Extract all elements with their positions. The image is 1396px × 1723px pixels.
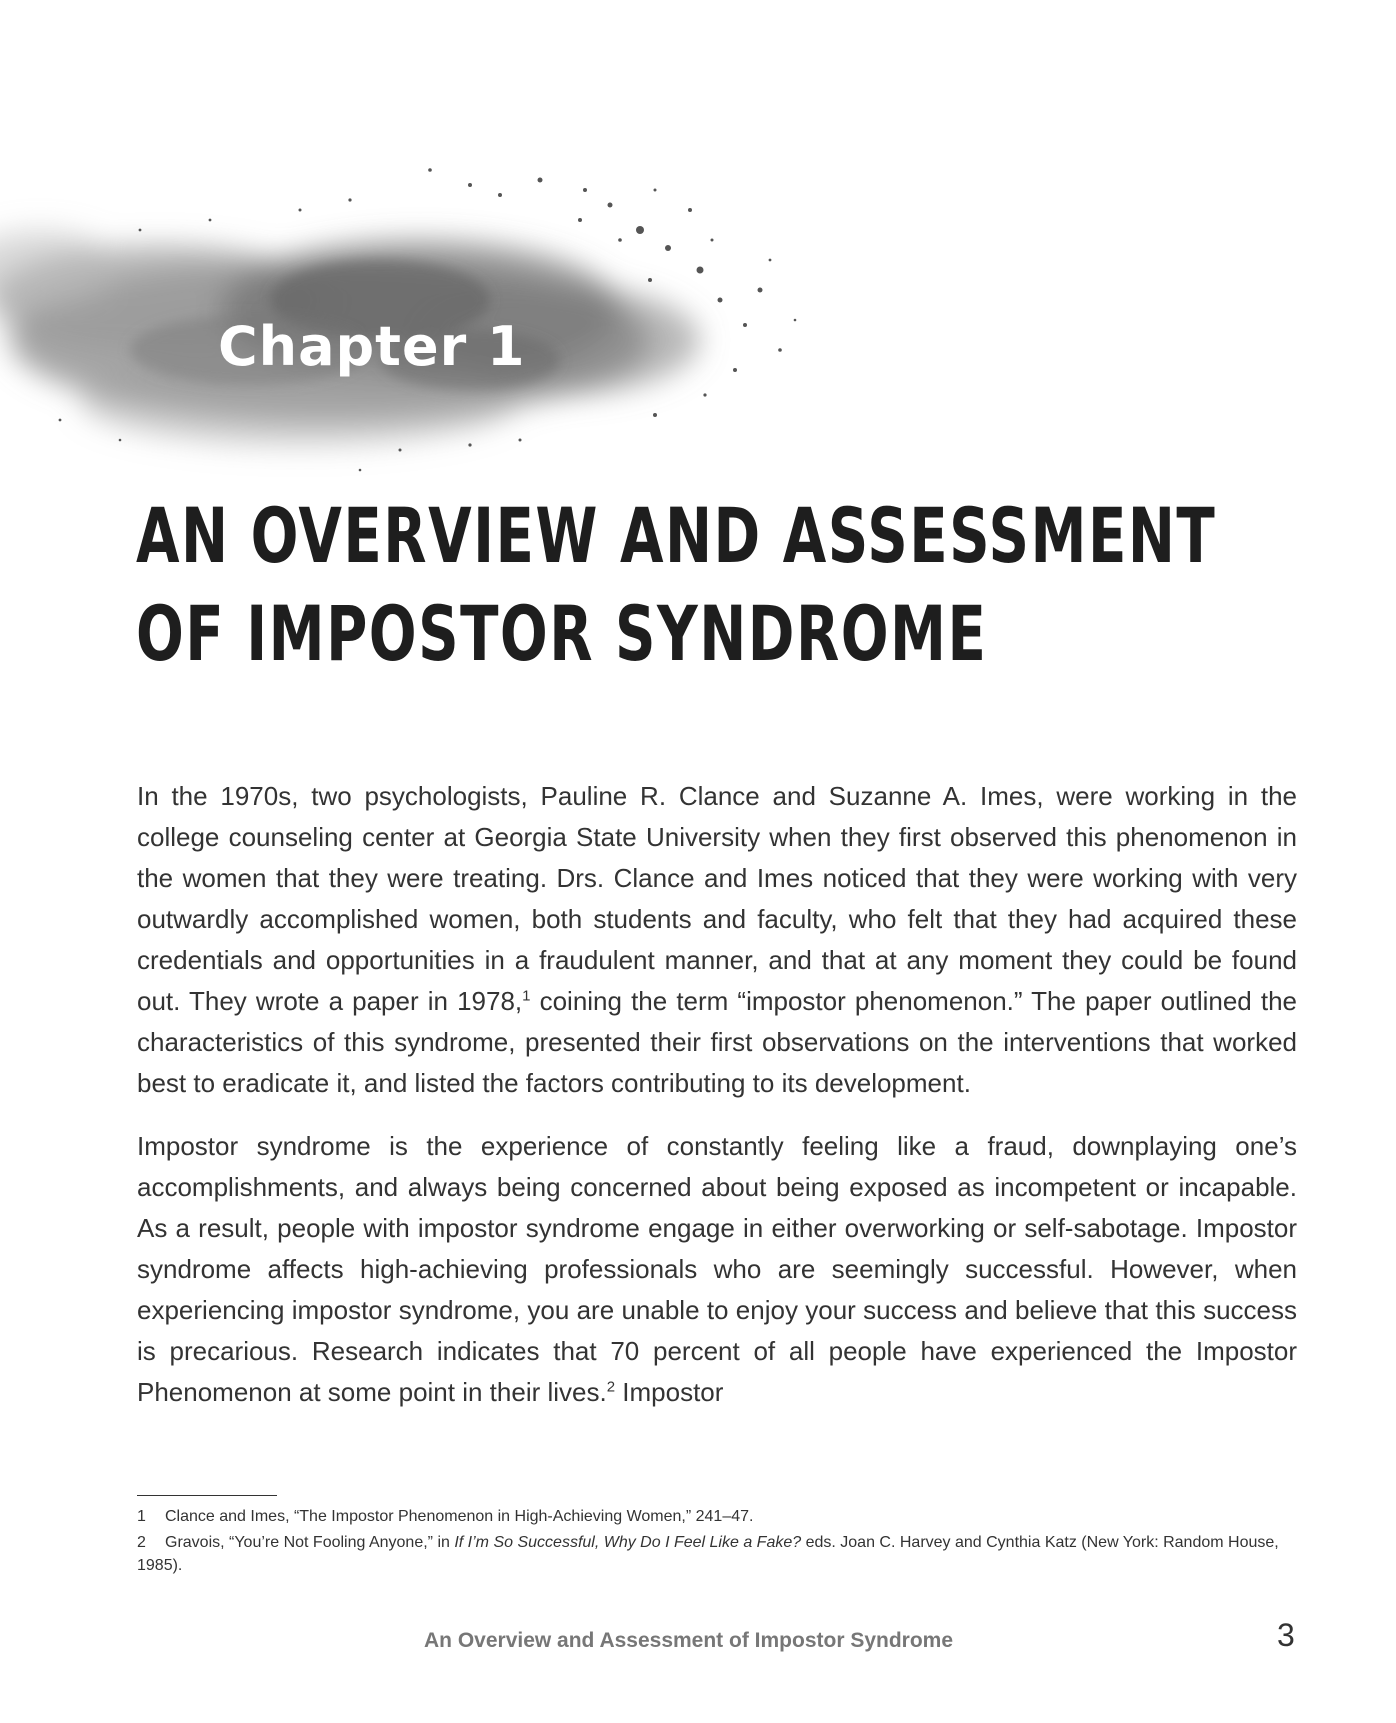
footnote-divider <box>137 1495 277 1496</box>
chapter-title-line-2: OF IMPOSTOR SYNDROME <box>136 589 988 678</box>
footnote-2: 2 Gravois, “You’re Not Fooling Anyone,” in If I’m So Successful, Why Do I Feel Like a Fake? eds. Joan C. Harvey and Cynthia Katz (New York: Random House, 1985). <box>137 1531 1297 1577</box>
book-title: If I’m So Successful, Why Do I Feel Like a Fake? <box>454 1534 802 1551</box>
footnote-number: 2 <box>137 1534 146 1551</box>
footnote-text: Clance and Imes, “The Impostor Phenomenon in High-Achieving Women,” 241–47. <box>165 1508 754 1525</box>
paragraph-1: In the 1970s, two psychologists, Pauline R. Clance and Suzanne A. Imes, were working in the college counseling center at Georgia State University when they first observed this phenomenon in the women that they were treating. Drs. Clance and Imes noticed that they were working with very outwardly accomplished women, both students and faculty, who felt that they had acquired these credentials and opportunities in a fraudulent manner, and that at any moment they could be found out. They wrote a paper in 1978,$^1$ coining the term “impostor phenomenon.” The paper outlined the characteristics of this syndrome, presented their first observations on the interventions that worked best to eradicate it, and listed the factors contributing to its development. <box>137 781 1297 1098</box>
chapter-title <box>136 487 1217 683</box>
page-number: 3 <box>1277 1617 1295 1653</box>
chapter-label: Chapter 1 <box>218 315 526 378</box>
running-footer-title: An Overview and Assessment of Impostor Syndrome <box>424 1629 954 1652</box>
footnote-1 <box>137 1505 1297 1528</box>
body-text <box>137 776 1297 1435</box>
footnote-ref-2[interactable]: 2 <box>606 1378 616 1396</box>
footnote-ref-1[interactable]: 1 <box>522 987 531 1005</box>
footnotes <box>137 1505 1297 1580</box>
footnote-number: 1 <box>137 1508 146 1525</box>
paragraph-2: Impostor syndrome is the experience of constantly feeling like a fraud, downplaying one’s accomplishments, and always being concerned about being exposed as incompetent or incapable. As a result, people with impostor syndrome engage in either overworking or self-sabotage. Impostor syndrome affects high-achieving professionals who are seemingly successful. However, when experiencing impostor syndrome, you are unable to enjoy your success and believe that this success is precarious. Research indicates that 70 percent of all people have experienced the Impostor Phenomenon at some point in their lives.$^2$ Impostor <box>137 1131 1297 1407</box>
chapter-title-line-1: AN OVERVIEW AND ASSESSMENT <box>136 491 1217 580</box>
